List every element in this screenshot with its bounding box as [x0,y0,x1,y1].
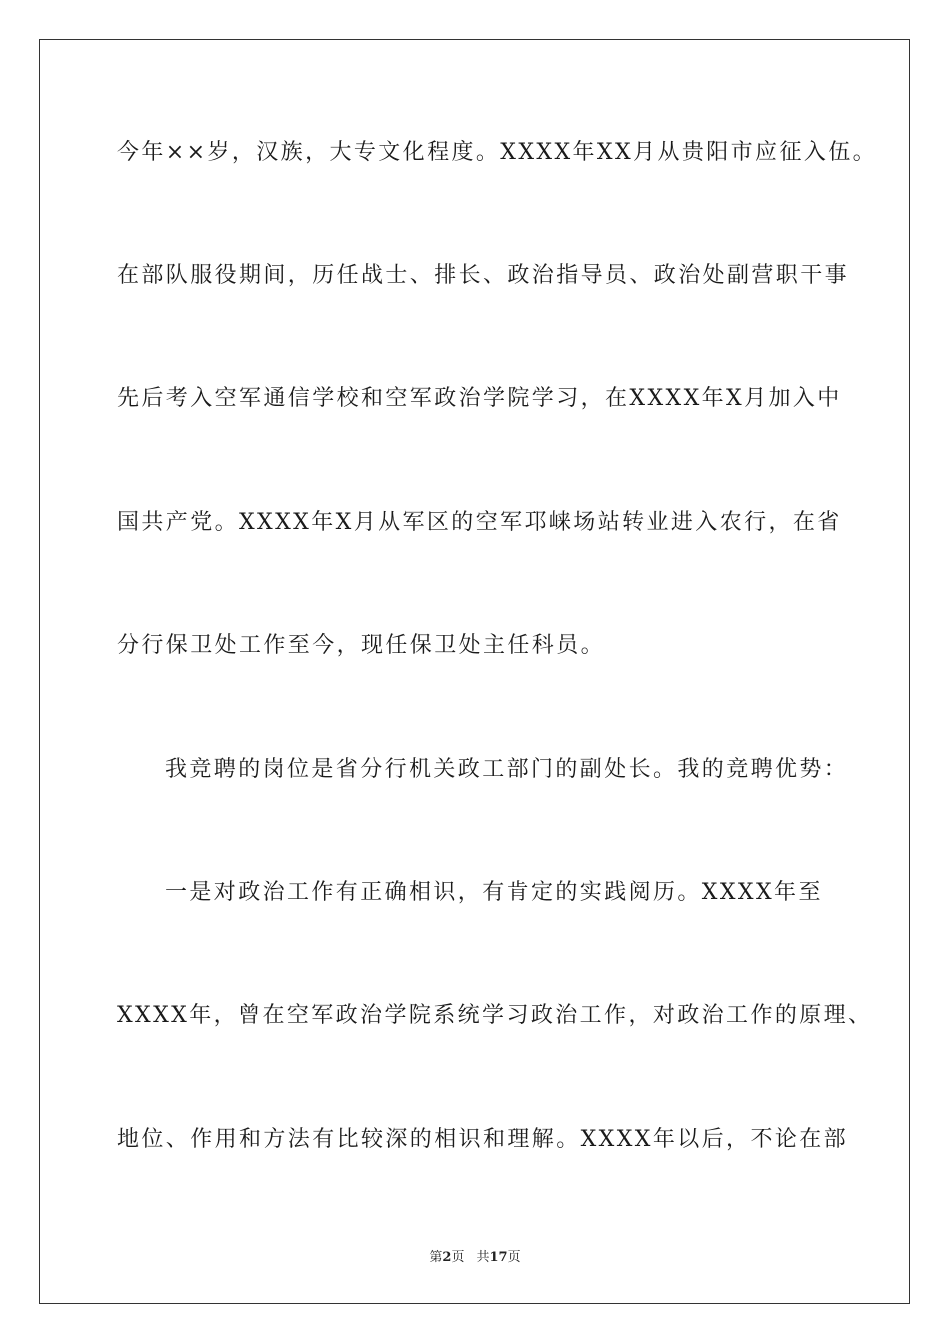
total-suffix: 页 [507,1250,521,1265]
total-pages: 17 [489,1250,508,1265]
paragraph-2-line-1: 我竞聘的岗位是省分行机关政工部门的副处长。我的竞聘优势： [165,757,849,782]
page-prefix: 第 [429,1250,443,1265]
paragraph-3-line-1: 一是对政治工作有正确相识，有肯定的实践阅历。XXXX年至 [165,880,823,905]
body-line-1: 今年××岁，汉族，大专文化程度。XXXX年XX月从贵阳市应征入伍。 [117,140,878,165]
page-border [39,39,910,1304]
body-line-2: 在部队服役期间，历任战士、排长、政治指导员、政治处副营职干事 [117,263,850,288]
paragraph-3-line-3: 地位、作用和方法有比较深的相识和理解。XXXX年以后，不论在部 [117,1127,849,1152]
page-suffix: 页 [451,1250,465,1265]
total-prefix: 共 [476,1250,490,1265]
page-footer [0,1246,950,1265]
paragraph-3-line-2: XXXX年，曾在空军政治学院系统学习政治工作，对政治工作的原理、 [117,1003,873,1028]
page-number: 2 [442,1250,452,1265]
body-line-5: 分行保卫处工作至今，现任保卫处主任科员。 [117,633,606,658]
body-line-3: 先后考入空军通信学校和空军政治学院学习，在XXXX年X月加入中 [117,386,842,411]
body-line-4: 国共产党。XXXX年X月从军区的空军邛崃场站转业进入农行，在省 [117,510,842,535]
